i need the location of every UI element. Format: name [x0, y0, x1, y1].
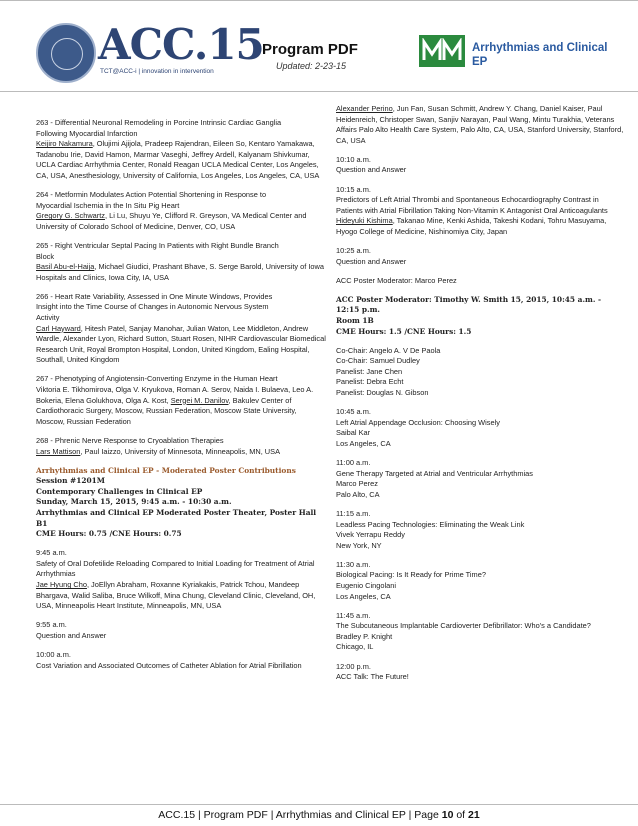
talk-entry: [336, 611, 626, 653]
presenter-name: Gregory G. Schwartz: [36, 211, 105, 221]
footer-text: ACC.15 | Program PDF | Arrhythmias and Clinical EP | Page: [158, 809, 442, 821]
abstract-title-line: 263 - Differential Neuronal Remodeling in Porcine Intrinsic Cardiac Ganglia: [36, 118, 282, 127]
session-item: [336, 185, 626, 238]
talk-speaker: Marco Perez: [336, 479, 378, 489]
abstract-authors: [36, 262, 326, 283]
moderator-line: ACC Poster Moderator: Marco Perez: [336, 275, 457, 285]
abstract-entry: [36, 118, 326, 182]
talk-speaker: Vivek Yerrapu Reddy: [336, 530, 405, 540]
author-list: , Olujimi Ajijola, Pradeep Rajendran, Eileen So, Kentaro Yamakawa, Tadanobu Irie, David Hamon, Marmar Vaseghi, Jeffrey Ardell, Kalyanam Shivkumar, UCLA Cardiac Arrhythmia Center, Ronald Reagan UCLA Medical Center, Los Angeles, CA, USA, Anesthesiology, University of California, Los Angeles, Los Angeles, CA, USA: [36, 139, 320, 180]
talk-place: Palo Alto, CA: [336, 489, 380, 499]
item-title: Cost Variation and Associated Outcomes of Catheter Ablation for Atrial Fibrillation: [36, 660, 302, 670]
talk-title: Left Atrial Appendage Occlusion: Choosing Wisely: [336, 417, 500, 427]
talk-title: The Subcutaneous Implantable Cardioverter Defibrillator: Who's a Candidate?: [336, 621, 591, 631]
footer-of: of: [453, 809, 469, 821]
abstract-title-line: Insight into the Time Course of Changes in Autonomic Nervous System: [36, 302, 269, 312]
author-list: , Jun Fan, Susan Schmitt, Andrew Y. Chang, Daniel Kaiser, Paul Heidenreich, Christoper Swan, Sanjiv Narayan, Paul Wang, Mintu Turakhia, Veterans Affairs Palo Alto Health Care System, Palo Alto, CA, USA, Stanford University, Stanford, CA, USA: [336, 104, 624, 145]
acc-seal-logo: [36, 23, 96, 83]
chairs-list: [336, 346, 626, 399]
talk-entry: [336, 560, 626, 602]
presenter-name: Alexander Perino: [336, 104, 393, 113]
talk-title: Biological Pacing: Is It Ready for Prime Time?: [336, 570, 486, 580]
page-title: Program PDF: [262, 41, 358, 58]
abstract-entry: [36, 436, 326, 457]
author-list: , Takanao Mine, Kenki Ashida, Takeshi Kodani, Tohru Masuyama, Hyogo College of Medicine, Nishinomiya City, Japan: [336, 216, 607, 236]
session-location: Arrhythmias and Clinical EP Moderated Poster Theater, Poster Hall B1: [36, 508, 317, 528]
presenter-name: Jae Hyung Cho: [36, 580, 87, 590]
talk-entry: [336, 458, 626, 500]
talk-time: 11:00 a.m.: [336, 458, 371, 468]
abstract-entry: [36, 374, 326, 427]
abstract-title-line: Activity: [36, 313, 60, 322]
item-title: Predictors of Left Atrial Thrombi and Spontaneous Echocardiography Contrast in Patients with Atrial Fibrillation Taking Non-Vitamin K Antagonist Oral Anticoagulants: [336, 195, 608, 215]
abstract-authors: [36, 139, 326, 181]
item-time: 10:15 a.m.: [336, 184, 371, 194]
author-list: , Michael Giudici, Prashant Bhave, S. Serge Barold, University of Iowa Hospitals and Clinics, Iowa City, IA, USA: [36, 262, 324, 282]
chair-entry: Co-Chair: Samuel Dudley: [336, 356, 420, 366]
talk-title: ACC Talk: The Future!: [336, 672, 409, 682]
presenter-name: Lars Mattison: [36, 446, 81, 456]
page-header: [0, 0, 638, 92]
talk-title: Leadless Pacing Technologies: Eliminating the Weak Link: [336, 519, 525, 529]
item-authors: [336, 216, 626, 237]
seal-inner-emblem: [51, 38, 83, 70]
abstract-title-line: 266 - Heart Rate Variability, Assessed in One Minute Windows, Provides: [36, 291, 273, 301]
right-column: [336, 104, 626, 691]
talk-place: New York, NY: [336, 540, 382, 550]
presenter-name: Sergei M. Danilov: [170, 395, 229, 405]
abstract-title-line: Block: [36, 251, 55, 261]
session-heading: Arrhythmias and Clinical EP - Moderated Poster Contributions: [36, 465, 296, 475]
talk-entry: [336, 662, 626, 683]
author-list: , JoEllyn Abraham, Roxanne Kyriakakis, Patrick Tchou, Mandeep Bhargava, Walid Saliba, Bruce Wilkoff, Mina Chung, Cleveland Clinic, Cleveland, OH, USA, Minneapolis Heart Institute, Minneapolis, MN, USA: [36, 580, 316, 611]
talk-time: 12:00 p.m.: [336, 661, 371, 671]
session-name: Contemporary Challenges in Clinical EP: [36, 486, 203, 496]
footer-page-number: 10: [441, 809, 454, 821]
abstract-title-line: 268 - Phrenic Nerve Response to Cryoablation Therapies: [36, 435, 224, 445]
session-cme: CME Hours: 0.75 /CNE Hours: 0.75: [36, 529, 182, 539]
talk-title: Gene Therapy Targeted at Atrial and Ventricular Arrhythmias: [336, 468, 533, 478]
talk-time: 11:45 a.m.: [336, 610, 371, 620]
item-title: Safety of Oral Dofetilide Reloading Compared to Initial Loading for Treatment of Atrial Arrhythmias: [36, 558, 315, 579]
abstract-title-line: 264 - Metformin Modulates Action Potential Shortening in Response to: [36, 190, 267, 200]
abstract-title-line: Following Myocardial Infarction: [36, 128, 138, 138]
page-footer: [0, 804, 638, 826]
presenter-name: Basil Abu-el-Haija: [36, 262, 95, 272]
session2-cme: CME Hours: 1.5 /CNE Hours: 1.5: [336, 326, 472, 336]
abstract-authors: [36, 385, 326, 427]
item-authors: [36, 580, 326, 612]
item-time: 9:45 a.m.: [36, 548, 67, 558]
session-item: [336, 155, 626, 176]
item-title: Question and Answer: [336, 256, 407, 266]
talk-place: Chicago, IL: [336, 642, 374, 652]
talk-time: 11:30 a.m.: [336, 559, 371, 569]
session-time: Sunday, March 15, 2015, 9:45 a.m. - 10:30 a.m.: [36, 497, 232, 507]
acc15-tagline: TCT@ACC-i | innovation in intervention: [100, 68, 214, 75]
author-block: [336, 104, 626, 146]
author-list: , Bakulev Center of Cardiothoracic Surgery, Moscow, Russian Federation, Moscow State University, Moscow, Russian Federation: [36, 395, 297, 426]
abstract-authors: [36, 447, 326, 458]
session2-room: Room 1B: [336, 316, 374, 325]
abstract-authors: [36, 324, 326, 366]
co-authors: Viktoria E. Tikhomirova, Olga V. Kryukova, Roman A. Serov, Naida I. Bulaeva, Leo A. Bokeria, Elena Golukhova, Olga A. Kost,: [36, 385, 314, 405]
item-time: 10:25 a.m.: [336, 246, 371, 256]
updated-date: Updated: 2-23-15: [276, 61, 347, 71]
session2-block: [336, 295, 626, 337]
session-number: Session #1201M: [36, 476, 105, 486]
author-list: , Li Lu, Shuyu Ye, Clifford R. Greyson, VA Medical Center and University of Colorado School of Medicine, Denver, CO, USA: [36, 211, 307, 231]
acc15-logo-text: ACC.15: [98, 20, 264, 69]
abstract-title-line: Myocardial Ischemia in the In Situ Pig Heart: [36, 200, 180, 210]
talk-speaker: Bradley P. Knight: [336, 631, 393, 641]
session-block: [36, 466, 326, 540]
session-item: [36, 620, 326, 641]
footer-total-pages: 21: [468, 809, 480, 821]
talk-speaker: Eugenio Cingolani: [336, 580, 396, 590]
talk-place: Los Angeles, CA: [336, 438, 391, 448]
item-time: 10:10 a.m.: [336, 154, 371, 164]
session-item: [36, 548, 326, 612]
chair-entry: Panelist: Jane Chen: [336, 366, 403, 376]
abstract-entry: [36, 292, 326, 366]
talk-entry: [336, 407, 626, 449]
abstract-title-line: 267 - Phenotyping of Angiotensin-Converting Enzyme in the Human Heart: [36, 374, 278, 384]
presenter-name: Carl Hayward: [36, 323, 81, 333]
item-time: 9:55 a.m.: [36, 620, 67, 630]
talk-speaker: Saibal Kar: [336, 428, 371, 438]
author-list: , Paul Iaizzo, University of Minnesota, Minneapolis, MN, USA: [80, 446, 281, 456]
abstract-authors: [36, 211, 326, 232]
topic-label: Arrhythmias and Clinical EP: [472, 42, 608, 68]
talk-entry: [336, 509, 626, 551]
left-column: [36, 118, 326, 680]
item-title: Question and Answer: [336, 165, 407, 175]
session-item: [336, 246, 626, 267]
heart-rhythm-icon: [419, 35, 465, 67]
abstract-title-line: 265 - Right Ventricular Septal Pacing In Patients with Right Bundle Branch: [36, 240, 279, 250]
talk-place: Los Angeles, CA: [336, 591, 391, 601]
chair-entry: Panelist: Douglas N. Gibson: [336, 388, 429, 398]
session2-header: ACC Poster Moderator: Timothy W. Smith 15, 2015, 10:45 a.m. - 12:15 p.m.: [336, 294, 602, 315]
abstract-entry: [36, 241, 326, 283]
item-time: 10:00 a.m.: [36, 650, 71, 660]
presenter-name: Hideyuki Kishima: [336, 216, 393, 226]
presenter-name: Keijiro Nakamura: [36, 139, 93, 149]
abstract-entry: [36, 190, 326, 232]
session-item: [36, 650, 326, 671]
talk-time: 11:15 a.m.: [336, 508, 371, 518]
talk-time: 10:45 a.m.: [336, 407, 371, 417]
author-list: , Hitesh Patel, Sanjay Manohar, Julian Waton, Lee Middleton, Andrew Wardle, Alexander Lyon, Richard Sutton, Stuart Rosen, NIHR Cardiovascular Biomedical Research Unit, Royal Brompton Hospital, London, United Kingdom, Ealing Hospital, Southall, United Kingdom: [36, 323, 326, 365]
chair-entry: Panelist: Debra Echt: [336, 377, 404, 387]
chair-entry: Co-Chair: Angelo A. V De Paola: [336, 345, 441, 355]
item-title: Question and Answer: [36, 630, 107, 640]
